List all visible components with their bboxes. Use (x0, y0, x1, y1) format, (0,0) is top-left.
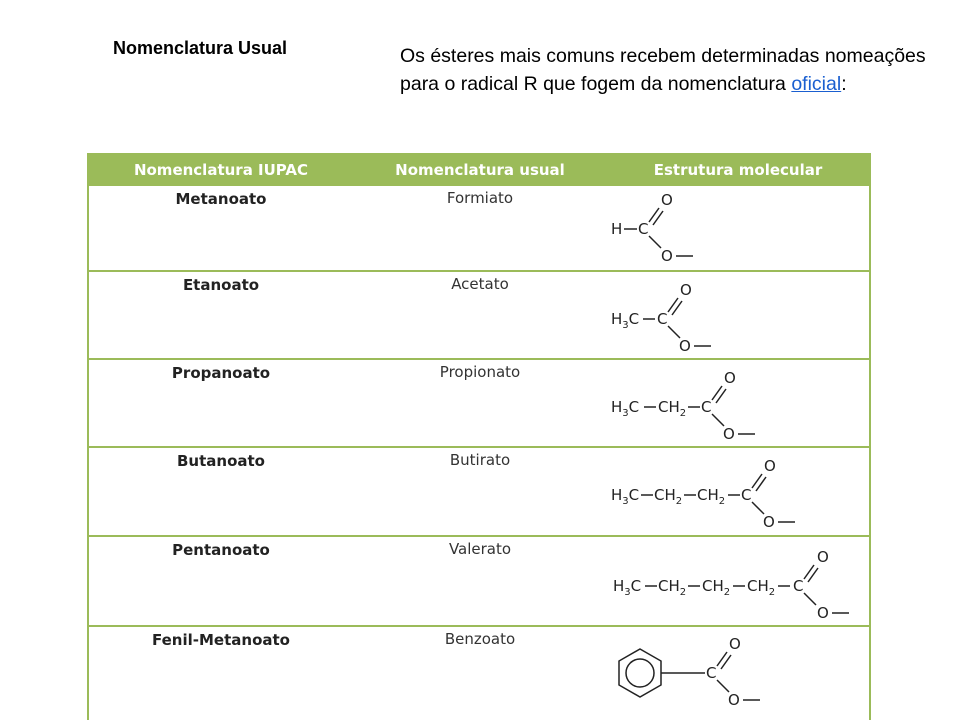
table-row (89, 186, 869, 272)
svg-text:CH2: $CH_2$ (658, 398, 687, 419)
iupac-name: Fenil-Metanoato (152, 631, 290, 649)
usual-name: Propionato (439, 363, 521, 381)
structure-formiato (607, 186, 867, 270)
svg-text:CH2: $CH_2$ (697, 486, 726, 507)
structure-propionato (607, 360, 867, 446)
svg-text:O: O (723, 425, 735, 443)
iupac-name: Metanoato (175, 190, 267, 208)
structure-acetato (607, 272, 867, 358)
svg-text:O: O (729, 635, 741, 653)
svg-text:O: O (661, 247, 673, 265)
intro-colon: : (841, 73, 847, 95)
svg-text:CH2: $CH_2$ (654, 486, 683, 507)
table-row (89, 448, 869, 537)
svg-text:CH2: $CH_2$ (747, 577, 776, 598)
svg-text:O: O (763, 513, 775, 531)
svg-text:O: O (661, 191, 673, 209)
svg-text:H3C: $H_3C$ (611, 398, 640, 419)
usual-name: Butirato (449, 451, 511, 469)
header-usual: Nomenclatura usual (395, 160, 565, 179)
table-row (89, 272, 869, 360)
header-iupac: Nomenclatura IUPAC (133, 160, 309, 179)
intro-paragraph (400, 42, 930, 98)
table-row (89, 360, 869, 448)
iupac-name: Butanoato (177, 452, 265, 470)
svg-text:O: O (817, 548, 829, 566)
oficial-link[interactable]: oficial (791, 73, 842, 95)
svg-text:CH2: $CH_2$ (658, 577, 687, 598)
ester-nomenclature-table (87, 153, 871, 720)
structure-valerato (607, 537, 867, 625)
table-row (89, 627, 869, 720)
iupac-name: Etanoato (182, 276, 260, 294)
header-structure: Estrutura molecular (653, 160, 823, 179)
svg-text:O: O (724, 369, 736, 387)
svg-text:H: H (611, 220, 623, 238)
svg-text:C: C (638, 220, 649, 238)
usual-name: Formiato (446, 189, 514, 207)
svg-text:CH2: $CH_2$ (702, 577, 731, 598)
svg-text:H3C: $H_3C$ (613, 577, 642, 598)
table-row (89, 537, 869, 627)
section-title: Nomenclatura Usual (113, 38, 288, 58)
svg-text:C: C (706, 664, 717, 682)
intro-text: Os ésteres mais comuns recebem determinadas nomeações para o radical R que fogem da nomenclatura (400, 45, 926, 95)
usual-name: Valerato (448, 540, 512, 558)
table-header (89, 153, 869, 186)
svg-text:H3C: $H_3C$ (611, 310, 640, 331)
structure-butirato (607, 448, 867, 535)
svg-text:C: C (741, 486, 752, 504)
iupac-name: Propanoato (171, 364, 271, 382)
iupac-name: Pentanoato (172, 541, 270, 559)
usual-name: Acetato (451, 275, 509, 293)
svg-text:O: O (679, 337, 691, 355)
svg-text:O: O (817, 604, 829, 622)
svg-text:O: O (764, 457, 776, 475)
svg-text:C: C (657, 310, 668, 328)
svg-text:O: O (680, 281, 692, 299)
svg-text:H3C: $H_3C$ (611, 486, 640, 507)
svg-text:C: C (701, 398, 712, 416)
structure-benzoato (607, 627, 867, 720)
svg-text:O: O (728, 691, 740, 709)
usual-name: Benzoato (444, 630, 516, 648)
svg-text:C: C (793, 577, 804, 595)
